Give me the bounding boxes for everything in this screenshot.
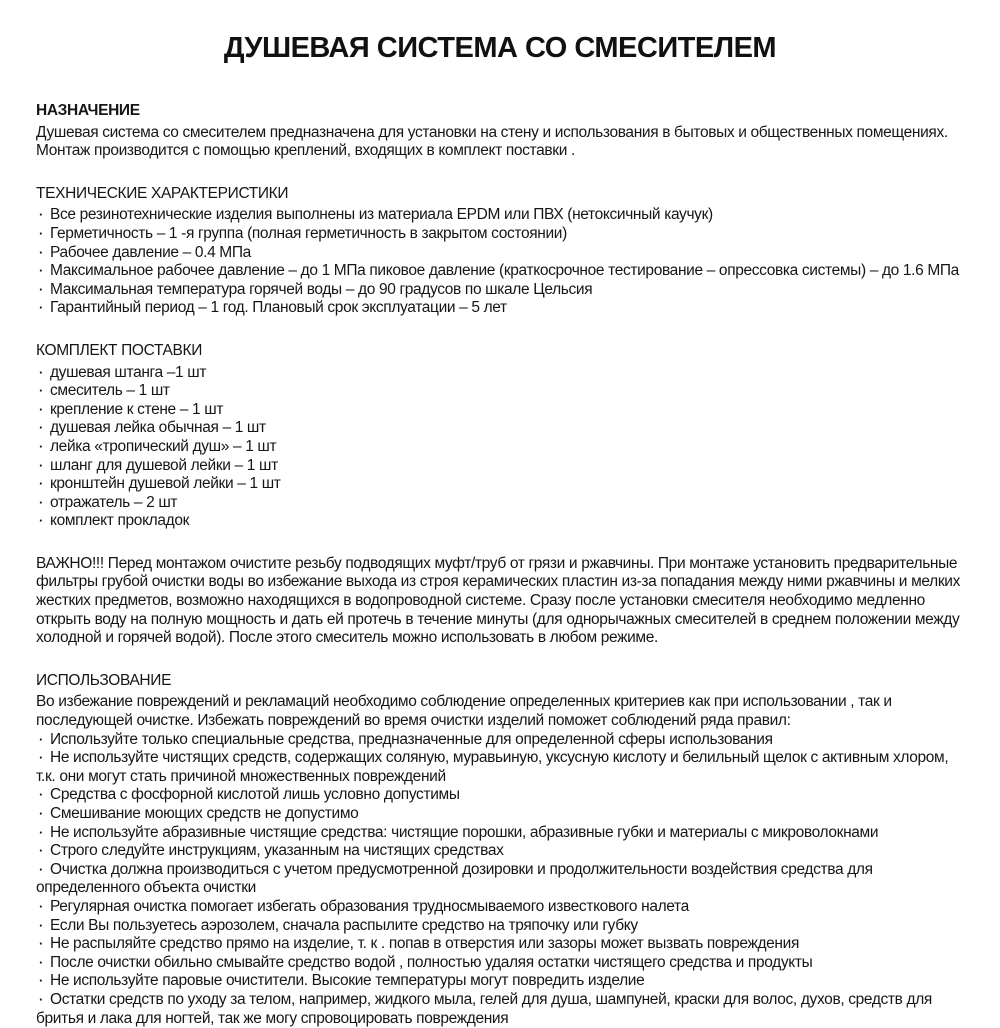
bullet-dot-icon: ·: [39, 494, 43, 510]
list-item-text: смеситель – 1 шт: [49, 382, 170, 400]
bullet-dot-icon: ·: [39, 861, 43, 877]
bullet-dot-icon: ·: [39, 513, 43, 529]
list-item: [36, 244, 964, 263]
list-item-text: Очистка должна производиться с учетом предусмотренной дозировки и продолжительности воздействия средства для определенного объекта очистки: [36, 860, 873, 897]
list-item: [36, 494, 964, 513]
list-item: [36, 262, 964, 281]
document-section: [36, 672, 964, 1028]
list-item-text: Используйте только специальные средства, предназначенные для определенной сферы использования: [49, 730, 773, 748]
list-item-text: отражатель – 2 шт: [49, 493, 178, 511]
list-item: [36, 475, 964, 494]
bullet-dot-icon: ·: [39, 954, 43, 970]
list-item: [36, 749, 964, 786]
paragraph: Во избежание повреждений и рекламаций необходимо соблюдение определенных критериев как при использовании , так и последующей очистке. Избежать повреждений во время очистки изделий поможет соблюдений ряда правил:: [36, 693, 892, 730]
list-item-text: Не распыляйте средство прямо на изделие, т. к . попав в отверстия или зазоры может вызвать повреждения: [49, 935, 799, 953]
list-item-text: Гарантийный период – 1 год. Плановый срок эксплуатации – 5 лет: [49, 299, 507, 317]
bullet-dot-icon: ·: [39, 281, 43, 297]
section-heading: КОМПЛЕКТ ПОСТАВКИ: [36, 341, 203, 359]
list-item: [36, 991, 964, 1028]
bullet-dot-icon: ·: [39, 843, 43, 859]
bullet-dot-icon: ·: [39, 401, 43, 417]
document-section: [36, 342, 964, 531]
bullet-dot-icon: ·: [39, 300, 43, 316]
list-item: [36, 299, 964, 318]
list-item: [36, 225, 964, 244]
list-item-text: Герметичность – 1 -я группа (полная герметичность в закрытом состоянии): [49, 224, 567, 242]
bullet-dot-icon: ·: [39, 917, 43, 933]
list-item-text: душевая лейка обычная – 1 шт: [49, 419, 266, 437]
bullet-dot-icon: ·: [39, 207, 43, 223]
bullet-list: [36, 364, 964, 531]
list-item: [36, 972, 964, 991]
bullet-dot-icon: ·: [39, 420, 43, 436]
list-item: [36, 401, 964, 420]
section-heading: НАЗНАЧЕНИЕ: [36, 102, 140, 119]
list-item: [36, 805, 964, 824]
list-item-text: После очистки обильно смывайте средство водой , полностью удаляя остатки чистящего средства и продукты: [49, 953, 813, 971]
bullet-dot-icon: ·: [39, 457, 43, 473]
bullet-dot-icon: ·: [39, 731, 43, 747]
list-item-text: Рабочее давление – 0.4 МПа: [49, 243, 251, 261]
list-item-text: кронштейн душевой лейки – 1 шт: [49, 475, 281, 493]
list-item-text: крепление к стене – 1 шт: [49, 400, 224, 418]
bullet-dot-icon: ·: [39, 787, 43, 803]
bullet-dot-icon: ·: [39, 806, 43, 821]
bullet-dot-icon: ·: [39, 438, 43, 454]
list-item: [36, 935, 964, 954]
list-item-text: Регулярная очистка помогает избегать образования трудносмываемого известкового налета: [49, 897, 689, 915]
list-item-text: Если Вы пользуетесь аэрозолем, сначала распылите средство на тряпочку или губку: [49, 916, 638, 934]
list-item: [36, 419, 964, 438]
bullet-list: [36, 731, 964, 1028]
bullet-dot-icon: ·: [39, 244, 43, 260]
list-item-text: душевая штанга –1 шт: [49, 363, 207, 381]
document-section: [36, 555, 964, 648]
list-item-text: шланг для душевой лейки – 1 шт: [49, 456, 278, 474]
bullet-dot-icon: ·: [39, 225, 43, 241]
list-item-text: Не используйте паровые очистители. Высокие температуры могут повредить изделие: [49, 972, 645, 990]
document-body: [36, 102, 964, 1028]
list-item-text: лейка «тропический душ» – 1 шт: [49, 437, 277, 455]
list-item: [36, 898, 964, 917]
list-item: [36, 954, 964, 973]
bullet-dot-icon: ·: [39, 898, 43, 914]
paragraph: Душевая система со смесителем предназначена для установки на стену и использования в бытовых и общественных помещениях. Монтаж производится с помощью креплений, входящих в комплект поставки .: [36, 123, 948, 160]
bullet-dot-icon: ·: [39, 973, 43, 989]
list-item-text: Средства с фосфорной кислотой лишь условно допустимы: [49, 786, 460, 804]
list-item: [36, 731, 964, 750]
paragraph: ВАЖНО!!! Перед монтажом очистите резьбу подводящих муфт/труб от грязи и ржавчины. При монтаже установить предварительные фильтры грубой очистки воды во избежание выхода из строя керамических пластин из-за попадания между ними ржавчины и мелких жестких предметов, возможно находящихся в водопроводной системе. Сразу после установки смесителя необходимо медленно открыть воду на полную мощность и дать ей протечь в течение минуты (для однорычажных смесителей в среднем положении между холодной и горячей водой). После этого смеситель можно использовать в любом режиме.: [36, 554, 960, 647]
document-section: [36, 185, 964, 318]
bullet-dot-icon: ·: [39, 476, 43, 492]
list-item-text: Максимальное рабочее давление – до 1 МПа пиковое давление (краткосрочное тестирование – опрессовка системы) – до 1.6 МПа: [49, 262, 959, 280]
bullet-dot-icon: ·: [39, 263, 43, 279]
list-item: [36, 842, 964, 861]
list-item-text: Смешивание моющих средств не допустимо: [49, 805, 359, 822]
list-item: [36, 438, 964, 457]
bullet-dot-icon: ·: [39, 824, 43, 840]
list-item-text: комплект прокладок: [49, 512, 190, 530]
list-item-text: Остатки средств по уходу за телом, например, жидкого мыла, гелей для душа, шампуней, краски для волос, духов, средств для бритья и лака для ногтей, так же могу спровоцировать повреждения: [36, 990, 932, 1027]
list-item: [36, 364, 964, 383]
bullet-dot-icon: ·: [39, 383, 43, 399]
list-item: [36, 281, 964, 300]
page-title: ДУШЕВАЯ СИСТЕМА СО СМЕСИТЕЛЕМ: [223, 32, 777, 64]
list-item: [36, 824, 964, 843]
list-item-text: Не используйте чистящих средств, содержащих соляную, муравьиную, уксусную кислоту и белильный щелок с активным хлором, т.к. они могут стать причиной множественных повреждений: [36, 749, 949, 785]
list-item: [36, 861, 964, 898]
bullet-dot-icon: ·: [39, 750, 43, 766]
list-item: [36, 206, 964, 225]
section-heading: ИСПОЛЬЗОВАНИЕ: [36, 671, 172, 689]
bullet-dot-icon: ·: [39, 364, 43, 380]
list-item: [36, 457, 964, 476]
list-item: [36, 917, 964, 936]
list-item: [36, 382, 964, 401]
list-item-text: Максимальная температура горячей воды – до 90 градусов по шкале Цельсия: [49, 280, 593, 298]
list-item-text: Все резинотехнические изделия выполнены из материала EPDM или ПВХ (нетоксичный каучук): [49, 206, 713, 224]
document-section: [36, 102, 964, 161]
bullet-dot-icon: ·: [39, 991, 43, 1007]
list-item-text: Не используйте абразивные чистящие средства: чистящие порошки, абразивные губки и материалы с микроволокнами: [49, 823, 879, 841]
bullet-list: [36, 206, 964, 318]
list-item-text: Строго следуйте инструкциям, указанным на чистящих средствах: [49, 842, 504, 860]
section-heading: ТЕХНИЧЕСКИЕ ХАРАКТЕРИСТИКИ: [36, 184, 289, 202]
list-item: [36, 786, 964, 805]
list-item: [36, 512, 964, 531]
bullet-dot-icon: ·: [39, 936, 43, 952]
